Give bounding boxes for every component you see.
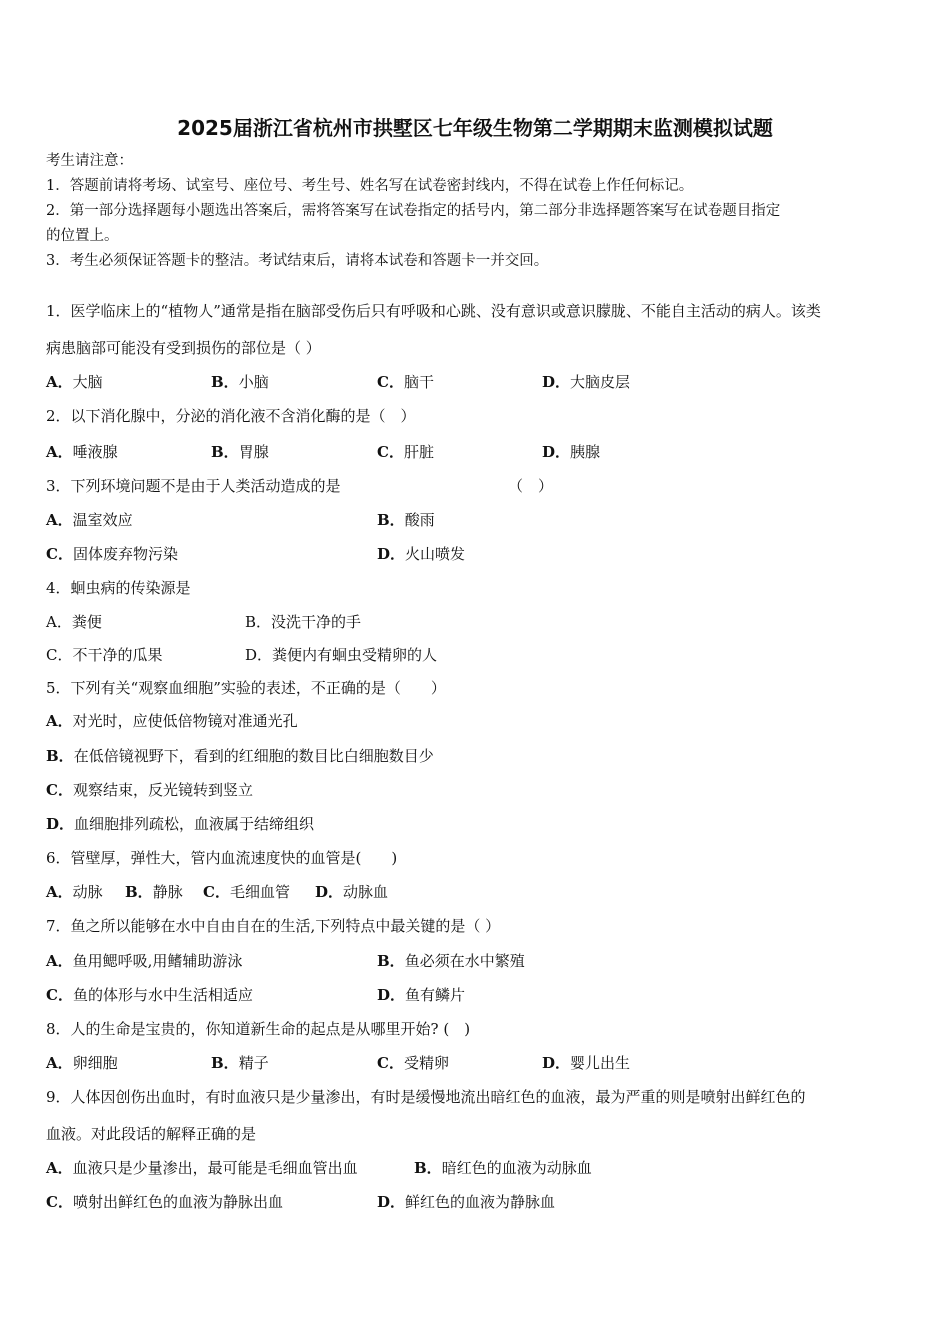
option-text: 唾液腺 — [72, 443, 118, 461]
option-c — [377, 1053, 449, 1073]
question-stem: 血液。对此段话的解释正确的是 — [46, 1125, 257, 1143]
question-stem: 6．管壁厚，弹性大，管内血流速度快的血管是( ) — [46, 849, 398, 867]
option-d — [542, 442, 600, 462]
option-text: 酸雨 — [404, 511, 435, 529]
option-label: A． — [46, 443, 73, 461]
question-stem: 5．下列有关“观察血细胞”实验的表述，不正确的是（ ） — [46, 679, 446, 697]
option-label: B． — [377, 952, 405, 970]
option-text: 肝脏 — [403, 443, 434, 461]
option-label: C． — [46, 1193, 73, 1211]
option-text: 胰腺 — [570, 443, 601, 461]
option-label: A． — [46, 1054, 73, 1072]
option-text: 大脑 — [72, 373, 103, 391]
option-text: 卵细胞 — [72, 1054, 118, 1072]
option-c — [46, 1192, 283, 1212]
option-label: D． — [542, 443, 571, 461]
option-d — [46, 814, 314, 834]
option-text: 血液只是少量渗出，最可能是毛细血管出血 — [72, 1159, 358, 1177]
option-b — [377, 510, 435, 530]
option-text: 动脉血 — [343, 883, 389, 901]
option-text: 小脑 — [238, 373, 269, 391]
option-d — [377, 544, 465, 564]
option-label: D． — [46, 815, 75, 833]
option-label: B． — [211, 443, 239, 461]
option-d — [377, 1192, 555, 1212]
option-d — [377, 985, 465, 1005]
option-d — [542, 372, 630, 392]
option-label: B． — [245, 613, 272, 631]
option-text: 鱼用鳃呼吸,用鳍辅助游泳 — [72, 952, 243, 970]
option-label: D． — [542, 1054, 571, 1072]
option-label: D． — [377, 986, 406, 1004]
option-a — [46, 442, 118, 462]
option-a — [46, 1158, 358, 1178]
option-text: 脑干 — [403, 373, 434, 391]
option-label: C． — [377, 443, 404, 461]
option-text: 血细胞排列疏松，血液属于结缔组织 — [74, 815, 315, 833]
option-text: 粪便内有蛔虫受精卵的人 — [272, 646, 438, 664]
option-text: 温室效应 — [72, 511, 133, 529]
question-stem: 3．下列环境问题不是由于人类活动造成的是 — [46, 477, 341, 495]
option-b — [414, 1158, 592, 1178]
answer-bracket: （ ） — [508, 477, 554, 495]
option-text: 粪便 — [71, 613, 102, 631]
option-a — [46, 882, 103, 902]
option-text: 静脉 — [152, 883, 183, 901]
option-b — [125, 882, 183, 902]
option-label: B． — [211, 1054, 239, 1072]
option-text: 鱼必须在水中繁殖 — [404, 952, 525, 970]
option-b — [211, 1053, 269, 1073]
option-d — [245, 645, 437, 665]
option-d — [315, 882, 388, 902]
option-label: C． — [203, 883, 230, 901]
option-text: 毛细血管 — [229, 883, 290, 901]
option-label: C． — [46, 646, 73, 664]
option-text: 鱼有鳞片 — [405, 986, 466, 1004]
option-label: A． — [46, 373, 73, 391]
option-c — [46, 645, 163, 665]
page-title: 2025届浙江省杭州市拱墅区七年级生物第二学期期末监测模拟试题 — [177, 116, 773, 140]
option-text: 大脑皮层 — [570, 373, 631, 391]
option-b — [46, 746, 434, 766]
option-label: B． — [46, 747, 74, 765]
question-stem: 9．人体因创伤出血时，有时血液只是少量渗出，有时是缓慢地流出暗红色的血液，最为严重的则是喷射出鲜红色的 — [46, 1088, 806, 1106]
option-text: 暗红色的血液为动脉血 — [441, 1159, 592, 1177]
option-text: 不干净的瓜果 — [72, 646, 163, 664]
option-label: D． — [542, 373, 571, 391]
option-c — [46, 780, 253, 800]
option-label: B． — [414, 1159, 442, 1177]
option-d — [542, 1053, 630, 1073]
option-label: C． — [46, 545, 73, 563]
notice-item: 3．考生必须保证答题卡的整洁。考试结束后，请将本试卷和答题卡一并交回。 — [46, 253, 549, 269]
option-text: 观察结束，反光镜转到竖立 — [72, 781, 253, 799]
option-label: A． — [46, 712, 73, 730]
option-b — [211, 442, 269, 462]
option-label: A． — [46, 1159, 73, 1177]
option-label: C． — [46, 781, 73, 799]
option-label: D． — [315, 883, 344, 901]
notice-heading: 考生请注意： — [46, 153, 133, 169]
option-text: 婴儿出生 — [570, 1054, 631, 1072]
option-label: B． — [125, 883, 153, 901]
option-b — [211, 372, 269, 392]
option-c — [46, 985, 253, 1005]
option-label: A． — [46, 613, 72, 631]
question-stem: 8．人的生命是宝贵的，你知道新生命的起点是从哪里开始? ( ) — [46, 1020, 471, 1038]
notice-item: 2．第一部分选择题每小题选出答案后，需将答案写在试卷指定的括号内，第二部分非选择题答案写在试卷题目指定 — [46, 203, 781, 219]
option-text: 喷射出鲜红色的血液为静脉出血 — [72, 1193, 283, 1211]
option-text: 鱼的体形与水中生活相适应 — [72, 986, 253, 1004]
option-label: D． — [245, 646, 273, 664]
option-text: 受精卵 — [403, 1054, 449, 1072]
option-c — [46, 544, 178, 564]
option-a — [46, 372, 103, 392]
question-stem: 4．蛔虫病的传染源是 — [46, 579, 191, 597]
notice-item: 的位置上。 — [46, 228, 119, 244]
option-label: C． — [377, 1054, 404, 1072]
option-a — [46, 711, 298, 731]
option-c — [203, 882, 290, 902]
option-a — [46, 612, 102, 632]
option-b — [377, 951, 525, 971]
question-stem: 2．以下消化腺中，分泌的消化液不含消化酶的是（ ） — [46, 407, 416, 425]
option-label: C． — [377, 373, 404, 391]
option-b — [245, 612, 361, 632]
option-text: 没洗干净的手 — [271, 613, 362, 631]
option-label: B． — [211, 373, 239, 391]
option-c — [377, 442, 434, 462]
option-a — [46, 510, 133, 530]
question-stem: 1．医学临床上的“植物人”通常是指在脑部受伤后只有呼吸和心跳、没有意识或意识朦胧、不能自主活动的病人。该类 — [46, 302, 821, 320]
option-label: B． — [377, 511, 405, 529]
option-a — [46, 951, 242, 971]
notice-item: 1．答题前请将考场、试室号、座位号、考生号、姓名写在试卷密封线内，不得在试卷上作任何标记。 — [46, 178, 694, 194]
option-label: D． — [377, 545, 406, 563]
option-label: A． — [46, 883, 73, 901]
option-label: A． — [46, 952, 73, 970]
option-text: 鲜红色的血液为静脉血 — [405, 1193, 556, 1211]
option-text: 对光时，应使低倍物镜对准通光孔 — [72, 712, 298, 730]
option-text: 动脉 — [72, 883, 103, 901]
option-c — [377, 372, 434, 392]
option-label: C． — [46, 986, 73, 1004]
option-text: 火山喷发 — [405, 545, 466, 563]
option-text: 在低倍镜视野下，看到的红细胞的数目比白细胞数目少 — [73, 747, 434, 765]
option-label: A． — [46, 511, 73, 529]
option-a — [46, 1053, 118, 1073]
option-text: 胃腺 — [238, 443, 269, 461]
question-stem: 病患脑部可能没有受到损伤的部位是（ ） — [46, 339, 321, 357]
option-text: 精子 — [238, 1054, 269, 1072]
option-text: 固体废弃物污染 — [72, 545, 178, 563]
question-stem: 7．鱼之所以能够在水中自由自在的生活,下列特点中最关键的是（ ） — [46, 917, 501, 935]
option-label: D． — [377, 1193, 406, 1211]
